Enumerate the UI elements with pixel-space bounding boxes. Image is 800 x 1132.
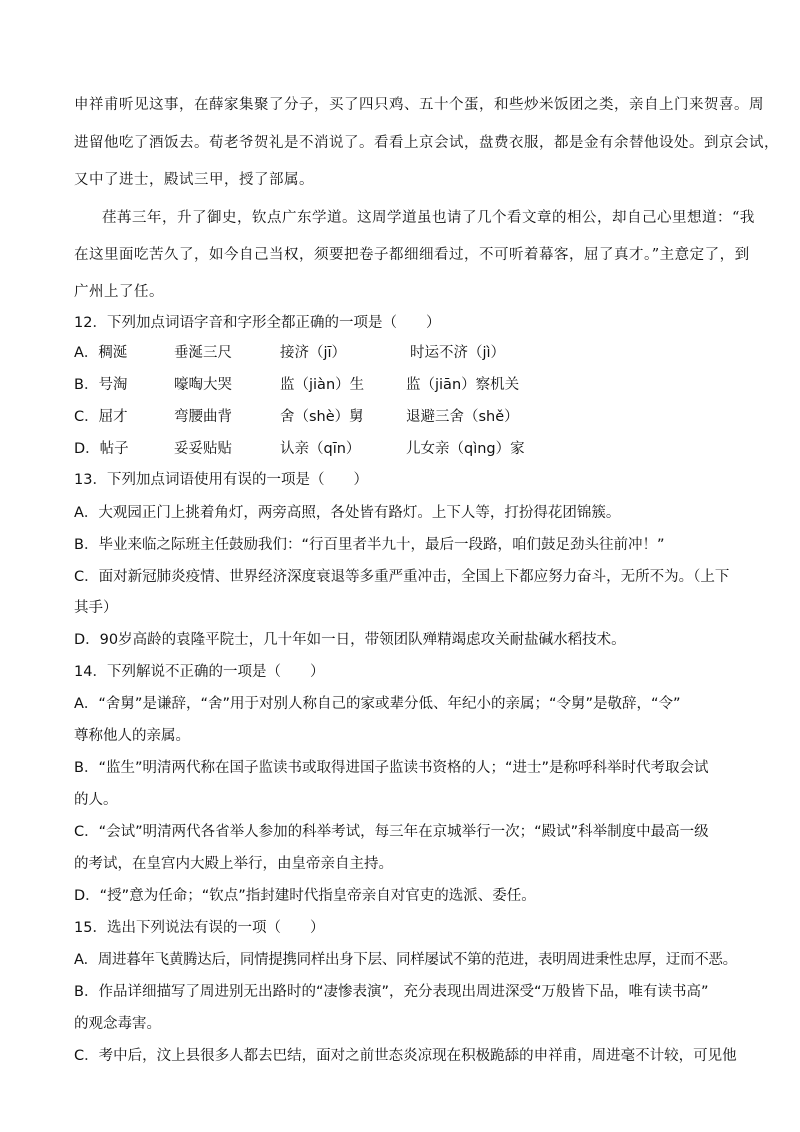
q13-option-line: A．大观园正门上挑着角灯，两旁高照，各处皆有路灯。上下人等，打扮得花团锦簇。 [74, 505, 621, 521]
q12-option-cell: A．稠涎 [74, 345, 128, 361]
q14-option-line: B．“监生”明清两代称在国子监读书或取得进国子监读书资格的人；“进士”是称呼科举时代考取会试 [74, 760, 709, 776]
q13-option-line: C．面对新冠肺炎疫情、世界经济深度衰退等多重严重冲击，全国上下都应努力奋斗，无所不为。（上下 [74, 569, 730, 585]
passage-line: 荏苒三年，升了御史，钦点广东学道。这周学道虽也请了几个看文章的相公，却自己心里想道：“我 [102, 210, 755, 226]
q12-option-cell: 嚎啕大哭 [174, 377, 232, 393]
question-12-stem: 12．下列加点词语字音和字形全都正确的一项是（ ） [74, 315, 441, 331]
q13-option-line: D．90岁高龄的袁隆平院士，几十年如一日，带领团队殚精竭虑攻关耐盐碱水稻技术。 [74, 632, 626, 648]
q15-option-line: A．周进暮年飞黄腾达后，同情提携同样出身下层、同样屡试不第的范进，表明周进秉性忠厚，迂而不恶。 [74, 952, 737, 968]
q12-option-cell: 认亲（qīn） [280, 441, 361, 457]
q13-option-line: B．毕业来临之际班主任鼓励我们：“行百里者半九十，最后一段路，咱们鼓足劲头往前冲！” [74, 537, 665, 553]
q14-option-line: 的考试，在皇宫内大殿上举行，由皇帝亲自主持。 [74, 856, 393, 872]
q12-option-cell: B．号淘 [74, 377, 128, 393]
q13-option-line: 其手） [74, 600, 118, 616]
q15-option-line: B．作品详细描写了周进别无出路时的“凄惨表演”，充分表现出周进深受“万般皆下品，唯有读书高” [74, 984, 709, 1000]
q12-option-cell: 儿女亲（qìng）家 [406, 441, 525, 457]
passage-line: 广州上了任。 [74, 284, 164, 300]
passage-line: 在这里面吃苦久了，如今自己当权，须要把卷子都细细看过，不可听着幕客，屈了真才。”主意定了，到 [74, 247, 750, 263]
question-14-stem: 14．下列解说不正确的一项是（ ） [74, 664, 325, 680]
q12-option-cell: 监（jiàn）生 [280, 377, 365, 393]
q14-option-line: 尊称他人的亲属。 [74, 728, 190, 744]
q12-option-cell: 舍（shè）舅 [280, 409, 364, 425]
passage-line: 申祥甫听见这事，在薛家集聚了分子，买了四只鸡、五十个蛋，和些炒米饭团之类，亲自上门来贺喜。周 [74, 97, 764, 113]
q12-option-cell: 垂涎三尺 [174, 345, 232, 361]
q12-option-cell: 退避三舍（shě） [406, 409, 519, 425]
q12-option-cell: 弯腰曲背 [174, 409, 232, 425]
q15-option-line: C．考中后，汶上县很多人都去巴结，面对之前世态炎凉现在积极跪舔的申祥甫，周进毫不计较，可见他 [74, 1048, 737, 1064]
q14-option-line: D．“授”意为任命；“钦点”指封建时代指皇帝亲自对官吏的选派、委任。 [74, 888, 536, 904]
q12-option-cell: D．帖子 [74, 441, 129, 457]
passage-line: 进留他吃了酒饭去。荀老爷贺礼是不消说了。看看上京会试，盘费衣服，都是金有余替他设处。到京会试， [74, 135, 779, 151]
q12-option-cell: 时运不济（jì） [410, 345, 506, 361]
q14-option-line: A．“舍舅”是谦辞，“舍”用于对别人称自己的家或辈分低、年纪小的亲属；“令舅”是敬辞，“令” [74, 696, 681, 712]
q15-option-line: 的观念毒害。 [74, 1016, 161, 1032]
passage-line: 又中了进士，殿试三甲，授了部属。 [74, 172, 314, 188]
q14-option-line: 的人。 [74, 792, 118, 808]
q12-option-cell: 妥妥贴贴 [174, 441, 232, 457]
question-15-stem: 15．选出下列说法有误的一项（ ） [74, 920, 325, 936]
question-13-stem: 13．下列加点词语使用有误的一项是（ ） [74, 472, 368, 488]
q14-option-line: C．“会试”明清两代各省举人参加的科举考试，每三年在京城举行一次；“殿试”科举制度中最高一级 [74, 824, 709, 840]
q12-option-cell: C．屈才 [74, 409, 128, 425]
q12-option-cell: 监（jiān）察机关 [406, 377, 520, 393]
q12-option-cell: 接济（jī） [280, 345, 347, 361]
